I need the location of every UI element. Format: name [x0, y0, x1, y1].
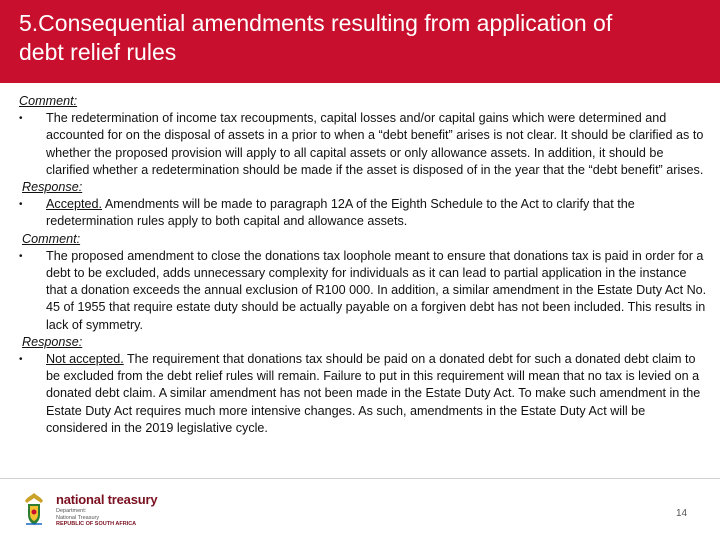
- bullet-icon: •: [19, 354, 23, 366]
- comment-heading: Comment:: [19, 94, 78, 108]
- bullet-icon: •: [19, 250, 23, 262]
- org-subtitle: Department: National Treasury REPUBLIC OF SOUTH AFRICA: [56, 508, 137, 527]
- comment-heading: Comment:: [22, 231, 81, 246]
- footer-divider: [0, 478, 720, 479]
- response-text: Not accepted. The requirement that donations tax should be paid on a donated debt for such a donated debt claim to be excluded from the debt relief rules will remain. Failure to put in this requirement will mean that no tax is levied on a donated debt claim. A similar amendment has not been made in the Estate Duty Act. To make such amendment in the Estate Duty Act requires much more intensive changes. As such, amendments in the Estate Duty Act will be considered in the 2019 legislative cycle.: [46, 352, 701, 435]
- list-item: [19, 351, 709, 437]
- response-heading: Response:: [22, 334, 83, 349]
- list-item: [19, 196, 709, 230]
- response-status: Accepted.: [46, 197, 103, 212]
- page-number: 14: [676, 508, 688, 519]
- national-treasury-logo: [22, 491, 182, 529]
- title-line-1: 5.Consequential amendments resulting from application of: [19, 10, 613, 36]
- slide-title: [19, 9, 709, 67]
- comment-text: The redetermination of income tax recoupments, capital losses and/or capital gains which were determined and accounted for on the disposal of assets in a prior to when a “debt benefit” arises is not clear. It should be clarified as to whether the proposed provision will apply to all capital assets or only allowance assets. In addition, it should be clarified whether a redetermination should be made if the asset is disposed of in the year that the “debt benefit” arises.: [46, 111, 704, 177]
- list-item: [19, 110, 709, 179]
- slide-header: [0, 0, 720, 83]
- response-text: Accepted. Amendments will be made to paragraph 12A of the Eighth Schedule to the Act to clarify that the redetermination rules apply to both capital and allowance assets.: [46, 197, 635, 229]
- coat-of-arms-icon: [22, 491, 46, 527]
- bullet-icon: •: [19, 199, 23, 211]
- response-status: Not accepted.: [46, 352, 124, 367]
- comment-text: The proposed amendment to close the donations tax loophole meant to ensure that donations tax is paid in order for a debt to be excluded, adds unnecessary complexity for individuals as it can lead to partial application in the instance that a donation exceeds the annual exclusion of R100 000. In addition, a similar amendment in the Estate Duty Act No. 45 of 1955 that require estate duty should be actually payable on a forgiven debt has not been included. This results in lack of symmetry.: [46, 248, 707, 332]
- slide-body: [19, 93, 709, 437]
- list-item: [19, 248, 709, 334]
- title-line-2: debt relief rules: [19, 39, 177, 65]
- response-heading: Response:: [22, 180, 83, 195]
- org-name: national treasury: [56, 492, 158, 507]
- bullet-icon: •: [19, 113, 23, 125]
